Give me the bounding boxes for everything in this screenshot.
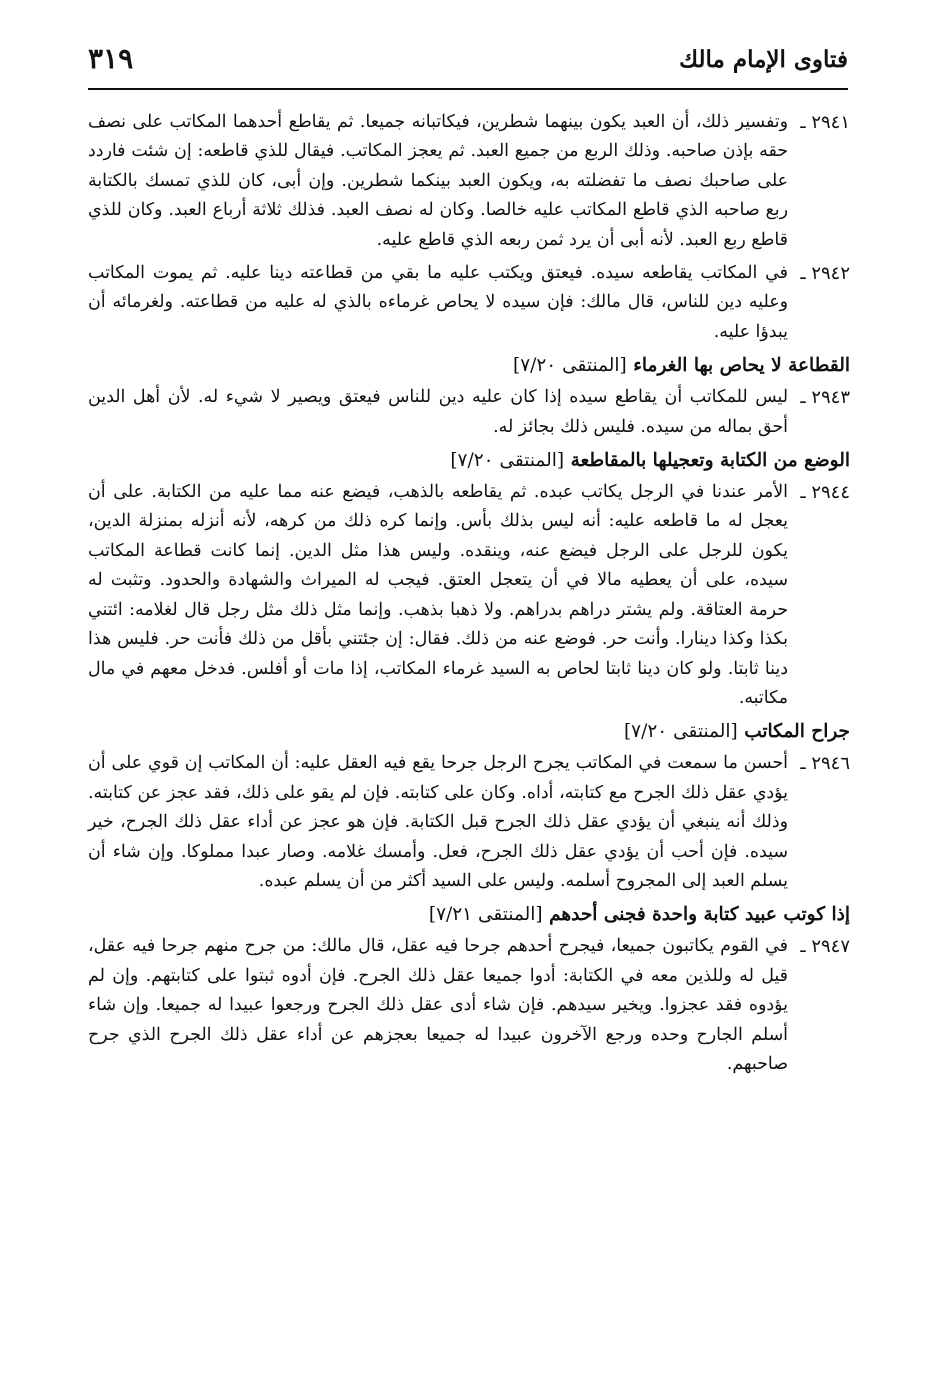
entry-text: أحسن ما سمعت في المكاتب يجرح الرجل جرحا يقع فيه العقل عليه: أن المكاتب إن قوي على أن يؤدي عقل ذلك الجرح مع كتابته، أداه. وكان على كتابته. فإن لم يقو على ذلك، فقد عجز عن كتابته. وذلك أنه ينبغي أن يؤدي عقل ذلك الجرح قبل الكتابة. فإن هو عجز عن أداء عقل ذلك الجرح، خير سيده. فإن أحب أن يؤدي عقل ذلك الجرح، فعل. وأمسك غلامه. وصار عبدا مملوكا. وإن شاء أن يسلم العبد إلى المجروح أسلمه. وليس على السيد أكثر من أن يسلم عبده.	[88, 753, 788, 891]
fatwa-entry	[88, 259, 850, 347]
entry-number: ٢٩٤٧ ـ	[800, 936, 850, 958]
page-number: ٣١٩	[88, 42, 134, 75]
fatwa-entry	[88, 749, 850, 896]
section-reference: [المنتقى ٧/٢٠]	[450, 450, 565, 472]
entry-text: الأمر عندنا في الرجل يكاتب عبده. ثم يقاطعه بالذهب، فيضع عنه مما عليه من الكتابة. على أن يعجل له ما قاطعه عليه: أنه ليس بذلك بأس. وإنما كره ذلك من كرهه، لأنه أنزله بمنزلة الدين، يكون للرجل على الرجل فيضع عنه، وينقده. وليس هذا مثل الدين. إنما كانت قطاعة المكاتب سيده، على أن يعطيه مالا في أن يتعجل العتق. فيجب له الميراث والشهادة والحدود. وتثبت له حرمة العتاقة. ولم يشتر دراهم بدراهم. ولا ذهبا بذهب. وإنما مثل ذلك مثل رجل قال لغلامه: ائتني بكذا وكذا دينارا. وأنت حر. فوضع عنه من ذلك. فقال: إن جئتني بأقل من ذلك فأنت حر. فليس هذا دينا ثابتا. ولو كان دينا ثابتا لحاص به السيد غرماء المكاتب، إذا مات أو أفلس. فدخل معهم في مال مكاتبه.	[88, 482, 788, 708]
page-body	[88, 108, 850, 1083]
running-title: فتاوى الإمام مالك	[679, 46, 848, 73]
entry-number: ٢٩٤٦ ـ	[800, 753, 850, 775]
fatwa-entry	[88, 383, 850, 442]
entry-text: ليس للمكاتب أن يقاطع سيده إذا كان عليه دين للناس فيعتق ويصير لا شيء له. لأن أهل الدين أحق بماله من سيده. فليس ذلك بجائز له.	[88, 387, 788, 437]
fatwa-entry	[88, 932, 850, 1079]
section-heading	[88, 351, 850, 381]
section-title: إذا كوتب عبيد كتابة واحدة فجنى أحدهم	[549, 904, 850, 926]
entry-number: ٢٩٤٣ ـ	[800, 387, 850, 409]
section-reference: [المنتقى ٧/٢١]	[428, 904, 543, 926]
entry-number: ٢٩٤٤ ـ	[800, 482, 850, 504]
section-reference: [المنتقى ٧/٢٠]	[512, 355, 627, 377]
entry-number: ٢٩٤١ ـ	[800, 112, 850, 133]
entry-text: في القوم يكاتبون جميعا، فيجرح أحدهم جرحا فيه عقل، قال مالك: من جرح منهم جرحا فيه عقل، قيل له وللذين معه في الكتابة: أدوا جميعا عقل ذلك الجرح. فإن أدوه ثبتوا على كتابتهم. وإن لم يؤدوه فقد عجزوا. ويخير سيدهم. فإن شاء أدى عقل ذلك الجرح ورجعوا عبيدا له جميعا. وإن شاء أسلم الجارح وحده ورجع الآخرون عبيدا له جميعا بعجزهم عن أداء عقل ذلك الجرح الذي جرح صاحبهم.	[88, 936, 788, 1074]
section-title: القطاعة لا يحاص بها الغرماء	[633, 355, 850, 377]
fatwa-entry	[88, 478, 850, 713]
entry-text: وتفسير ذلك، أن العبد يكون بينهما شطرين، فيكاتبانه جميعا. ثم يقاطع أحدهما المكاتب على نصف حقه بإذن صاحبه. وذلك الربع من جميع العبد. ثم يعجز المكاتب. فيقال للذي قاطعه: إن شئت فاردد على صاحبك نصف ما تفضلته به، ويكون العبد بينكما شطرين. وإن أبى، كان للذي تمسك بالكتابة ربع صاحبه الذي قاطع المكاتب عليه خالصا. وكان له نصف العبد. فذلك ثلاثة أرباع العبد. وكان للذي قاطع ربع العبد. لأنه أبى أن يرد ثمن ربعه الذي قاطع عليه.	[88, 112, 788, 250]
section-title: جراح المكاتب	[744, 721, 850, 743]
section-heading	[88, 900, 850, 930]
section-heading	[88, 446, 850, 476]
page-header	[88, 44, 848, 90]
section-title: الوضع من الكتابة وتعجيلها بالمقاطعة	[570, 450, 850, 472]
section-heading	[88, 717, 850, 747]
entry-number: ٢٩٤٢ ـ	[800, 263, 850, 285]
fatwa-entry	[88, 108, 850, 255]
entry-text: في المكاتب يقاطعه سيده. فيعتق ويكتب عليه ما بقي من قطاعته دينا عليه. ثم يموت المكاتب وعليه دين للناس، قال مالك: فإن سيده لا يحاص غرماءه بالذي له عليه من قطاعته. ولغرمائه أن يبدؤا عليه.	[88, 263, 788, 342]
section-reference: [المنتقى ٧/٢٠]	[623, 721, 738, 743]
